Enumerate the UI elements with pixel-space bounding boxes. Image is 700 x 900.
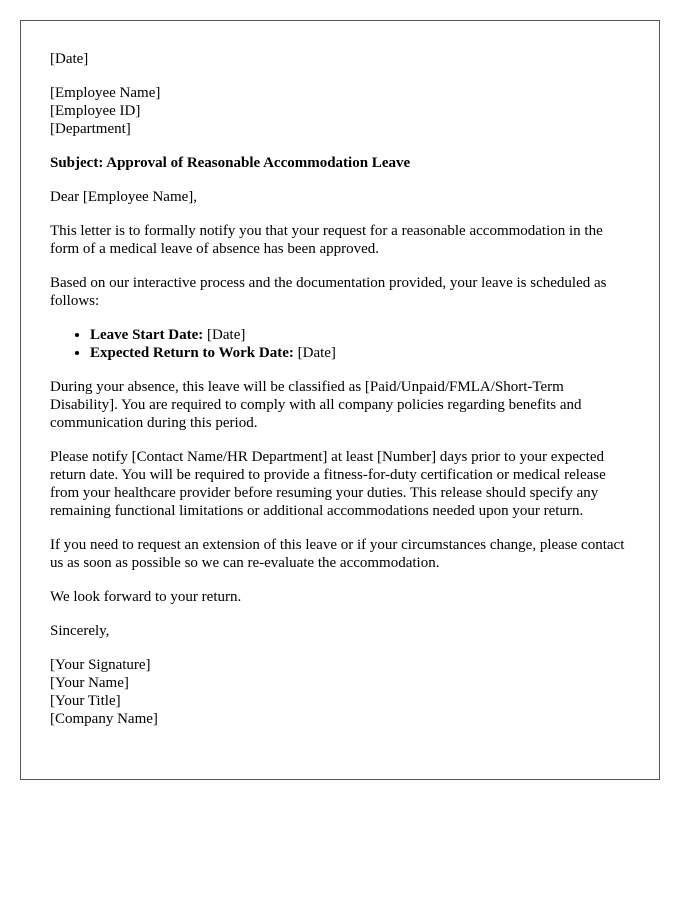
leave-start-value: [Date] [203,327,246,343]
sender-title: [Your Title] [50,693,121,709]
leave-schedule-list [50,326,630,362]
paragraph-schedule-intro: Based on our interactive process and the documentation provided, your leave is scheduled as follows: [50,275,607,309]
list-item [90,326,630,344]
letter-container [20,20,660,780]
paragraph-closing-remark: We look forward to your return. [50,589,242,605]
salutation: Dear [Employee Name], [50,189,198,205]
closing: Sincerely, [50,623,110,639]
paragraph-return-notice: Please notify [Contact Name/HR Department] at least [Number] days prior to your expected return date. You will be required to provide a fitness-for-duty certification or medical release from your healthcare provider before resuming your duties. This release should specify any remaining functional limitations or additional accommodations needed upon your return. [50,449,606,519]
paragraph-classification: During your absence, this leave will be classified as [Paid/Unpaid/FMLA/Short-Term Disability]. You are required to comply with all company policies regarding benefits and communication during this period. [50,379,582,431]
sender-name: [Your Name] [50,675,129,691]
list-item [90,344,630,362]
recipient-block [50,84,630,138]
letter-subject: Subject: Approval of Reasonable Accommodation Leave [50,155,411,171]
paragraph-extension: If you need to request an extension of this leave or if your circumstances change, please contact us as soon as possible so we can re-evaluate the accommodation. [50,537,625,571]
sender-block [50,656,630,728]
sender-signature: [Your Signature] [50,657,151,673]
recipient-id: [Employee ID] [50,103,141,119]
letter-date: [Date] [50,51,89,67]
return-date-label: Expected Return to Work Date: [90,345,294,361]
paragraph-notification: This letter is to formally notify you that your request for a reasonable accommodation in the form of a medical leave of absence has been approved. [50,223,603,257]
return-date-value: [Date] [293,345,336,361]
leave-start-label: Leave Start Date: [90,327,204,343]
recipient-name: [Employee Name] [50,85,161,101]
recipient-department: [Department] [50,121,131,137]
sender-company: [Company Name] [50,711,158,727]
